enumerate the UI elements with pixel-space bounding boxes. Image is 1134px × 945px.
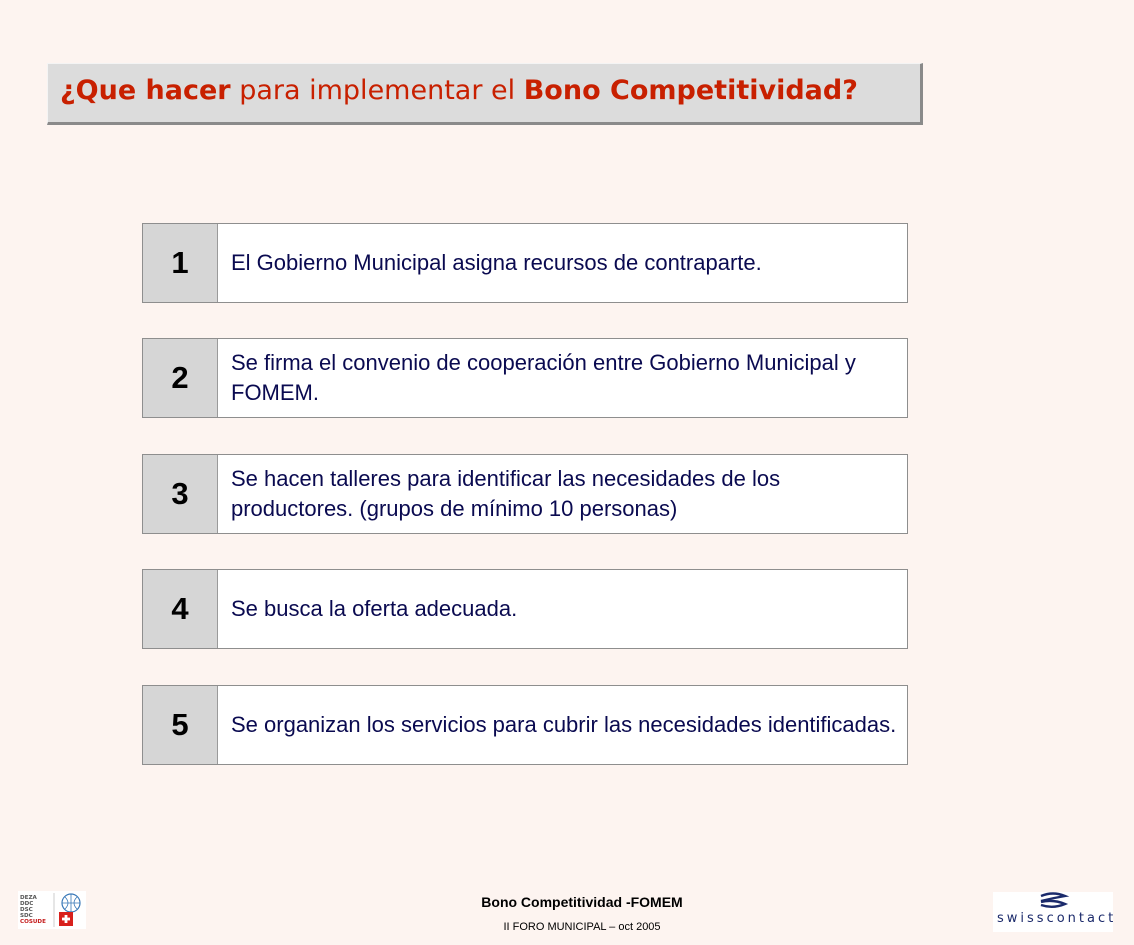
svg-text:DEZA: DEZA xyxy=(20,895,37,901)
step-text: El Gobierno Municipal asigna recursos de contraparte. xyxy=(231,250,762,275)
swisscontact-mark-icon xyxy=(993,892,1113,910)
svg-text:DSC: DSC xyxy=(20,907,33,913)
svg-text:COSUDE: COSUDE xyxy=(20,919,46,925)
step-text: Se hacen talleres para identificar las necesidades de los productores. (grupos de mínimo 10 personas) xyxy=(231,466,781,521)
page-title xyxy=(60,75,858,106)
step-number: 2 xyxy=(143,339,218,417)
step-4 xyxy=(142,569,908,649)
footer-line-2: II FORO MUNICIPAL – oct 2005 xyxy=(503,921,661,933)
step-text: Se firma el convenio de cooperación entre Gobierno Municipal y FOMEM. xyxy=(231,350,856,405)
svg-text:SDC: SDC xyxy=(20,913,33,919)
step-number: 3 xyxy=(143,455,218,533)
title-box xyxy=(47,63,923,125)
step-text: Se organizan los servicios para cubrir las necesidades identificadas. xyxy=(231,712,897,737)
step-3 xyxy=(142,454,908,534)
step-number: 5 xyxy=(143,686,218,764)
title-part-2: para implementar el xyxy=(230,75,524,106)
step-2 xyxy=(142,338,908,418)
step-text: Se busca la oferta adecuada. xyxy=(231,596,518,621)
step-number: 1 xyxy=(143,224,218,302)
step-5 xyxy=(142,685,908,765)
step-1 xyxy=(142,223,908,303)
svg-text:DDC: DDC xyxy=(20,901,34,907)
swisscontact-wordmark: swisscontact xyxy=(997,911,1117,926)
step-number: 4 xyxy=(143,570,218,648)
footer-line-1: Bono Competitividad -FOMEM xyxy=(481,894,683,910)
title-part-1: ¿Que hacer xyxy=(60,75,231,106)
title-part-3: Bono Competitividad? xyxy=(523,75,858,106)
swisscontact-logo xyxy=(993,892,1117,932)
